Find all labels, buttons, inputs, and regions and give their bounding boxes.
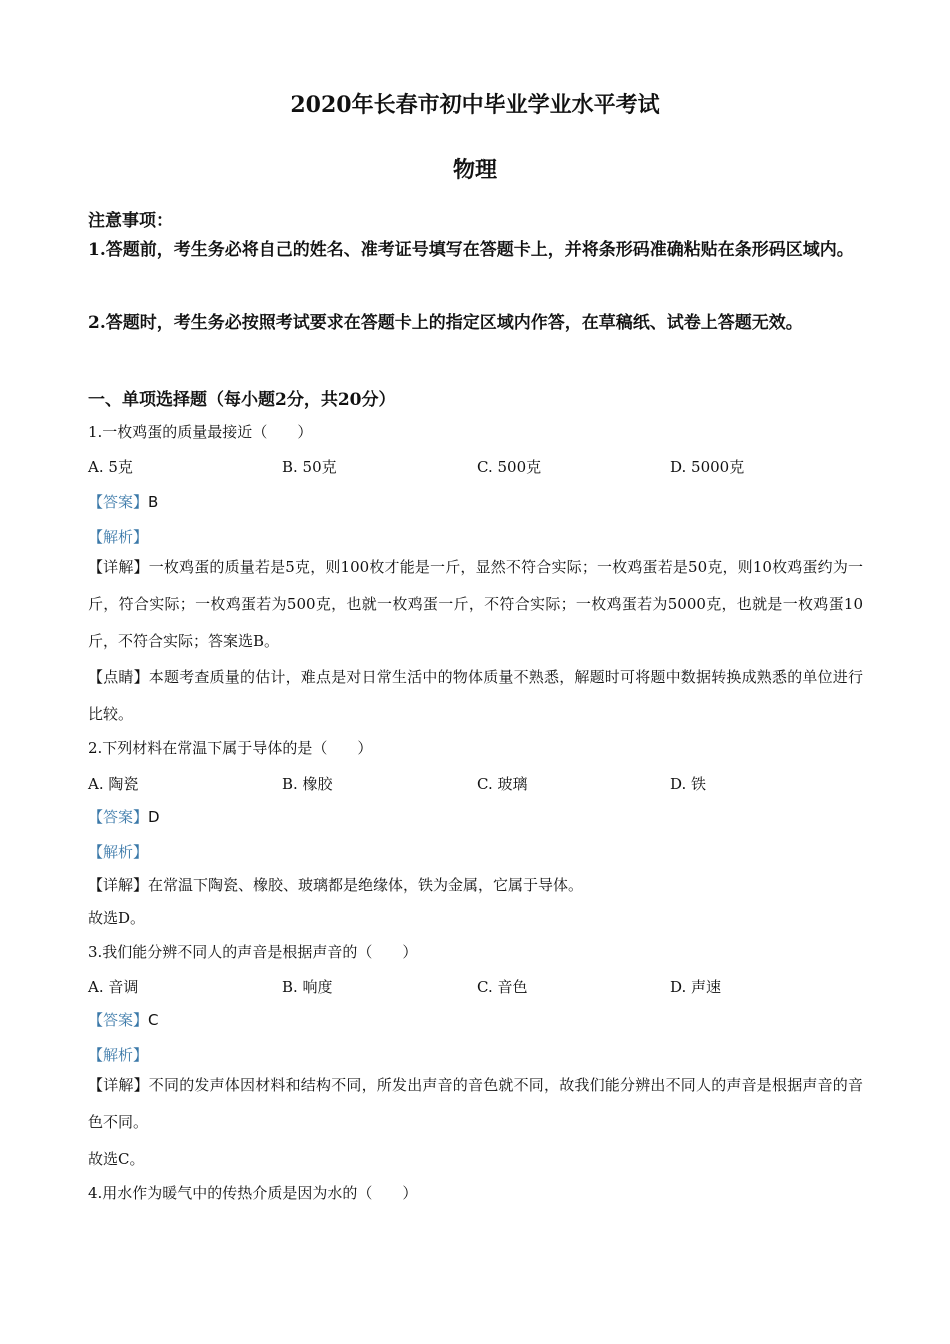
answer-label: 【答案】 [88, 1011, 149, 1029]
question-3-stem: 3.我们能分辨不同人的声音是根据声音的（ ） [88, 943, 418, 961]
question-3-analysis-label: 【解析】 [88, 1046, 149, 1064]
answer-label: 【答案】 [88, 493, 149, 511]
answer-value: C [148, 1011, 159, 1029]
question-1-stem: 1.一枚鸡蛋的质量最接近（ ） [88, 423, 313, 441]
question-3-option-d: D. 声速 [670, 978, 722, 996]
notice-item-1: 1.答题前，考生务必将自己的姓名、准考证号填写在答题卡上，并将条形码准确粘贴在条形码区域内。 [88, 240, 854, 260]
question-1-option-d: D. 5000克 [670, 458, 745, 476]
question-2-option-d: D. 铁 [670, 775, 707, 793]
question-3-option-b: B. 响度 [282, 978, 333, 996]
exam-title: 2020年长春市初中毕业学业水平考试 [290, 92, 660, 118]
question-2-option-c: C. 玻璃 [477, 775, 528, 793]
question-2-conclusion: 故选D。 [88, 909, 146, 927]
subject-title: 物理 [452, 157, 497, 183]
question-1-option-b: B. 50克 [282, 458, 337, 476]
question-1-option-a: A. 5克 [88, 458, 133, 476]
question-4-stem: 4.用水作为暖气中的传热介质是因为水的（ ） [88, 1184, 418, 1202]
question-3-conclusion: 故选C。 [88, 1150, 145, 1168]
answer-value: B [148, 493, 159, 511]
question-2-answer [88, 806, 160, 827]
question-3-detail: 【详解】不同的发声体因材料和结构不同，所发出声音的音色就不同，故我们能分辨出不同人的声音是根据声音的音色不同。 [88, 1076, 863, 1131]
question-2-stem: 2.下列材料在常温下属于导体的是（ ） [88, 739, 373, 757]
question-2-option-a: A. 陶瓷 [88, 775, 139, 793]
question-2-option-b: B. 橡胶 [282, 775, 333, 793]
question-2-detail: 【详解】在常温下陶瓷、橡胶、玻璃都是绝缘体，铁为金属，它属于导体。 [88, 876, 584, 894]
question-1-point: 【点睛】本题考查质量的估计，难点是对日常生活中的物体质量不熟悉，解题时可将题中数据转换成熟悉的单位进行比较。 [88, 668, 863, 723]
notice-item-2: 2.答题时，考生务必按照考试要求在答题卡上的指定区域内作答，在草稿纸、试卷上答题无效。 [88, 313, 803, 333]
question-3-answer [88, 1009, 159, 1030]
section-heading: 一、单项选择题（每小题2分，共20分） [88, 390, 396, 410]
question-1-analysis-label: 【解析】 [88, 528, 149, 546]
question-3-option-c: C. 音色 [477, 978, 528, 996]
question-1-answer [88, 491, 158, 512]
question-2-analysis-label: 【解析】 [88, 843, 149, 861]
question-3-option-a: A. 音调 [88, 978, 139, 996]
question-1-detail: 【详解】一枚鸡蛋的质量若是5克，则100枚才能是一斤，显然不符合实际；一枚鸡蛋若是50克，则10枚鸡蛋约为一斤，符合实际；一枚鸡蛋若为500克，也就一枚鸡蛋一斤，不符合实际；一枚鸡蛋若为5000克，也就是一枚鸡蛋10斤，不符合实际；答案选B。 [88, 558, 863, 650]
question-1-option-c: C. 500克 [477, 458, 542, 476]
notice-heading: 注意事项： [88, 211, 173, 231]
answer-label: 【答案】 [88, 808, 149, 826]
answer-value: D [148, 808, 160, 826]
